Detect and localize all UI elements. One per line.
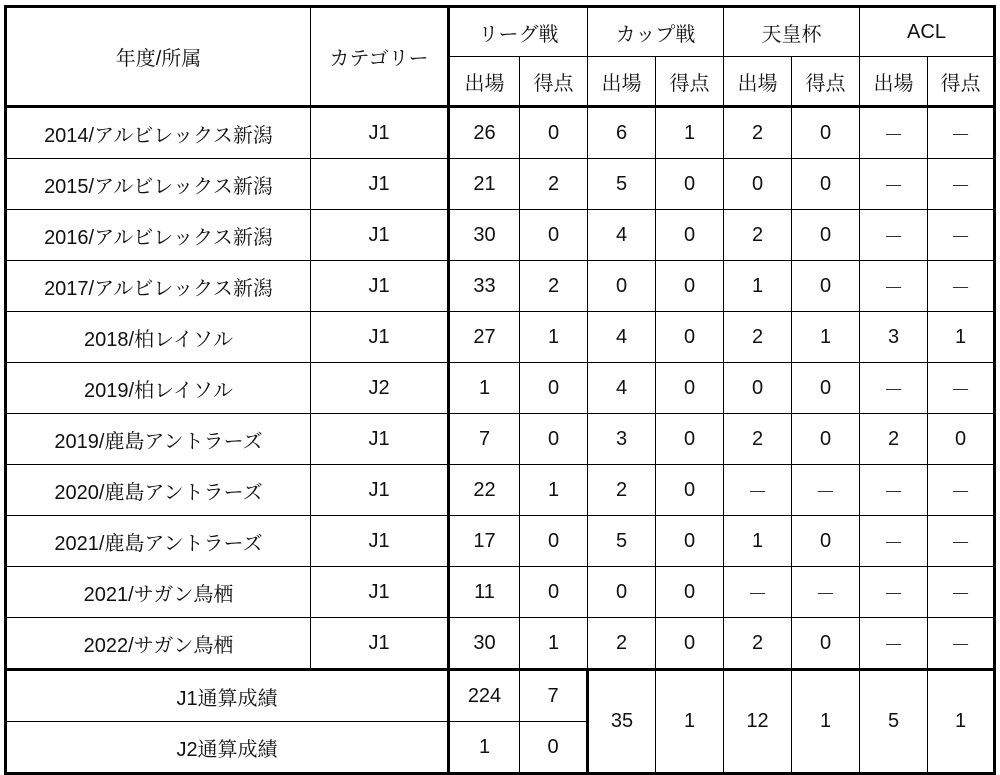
header-emperors-cup: 天皇杯 xyxy=(724,7,860,57)
cell-cup-apps: 5 xyxy=(588,159,656,210)
cell-acl-apps: － xyxy=(860,210,928,261)
cell-acl-goals: － xyxy=(928,465,995,516)
cell-league-apps: 30 xyxy=(449,210,520,261)
cell-emperors-goals: 1 xyxy=(792,312,860,363)
cell-cup-apps: 0 xyxy=(588,567,656,618)
cell-emperors-goals: 0 xyxy=(792,516,860,567)
cell-category: J1 xyxy=(311,210,449,261)
total-j1-league-apps: 224 xyxy=(449,670,520,722)
cell-emperors-apps: 2 xyxy=(724,210,792,261)
cell-category: J1 xyxy=(311,261,449,312)
cell-acl-apps: － xyxy=(860,465,928,516)
cell-emperors-goals: － xyxy=(792,567,860,618)
table-body xyxy=(6,107,995,670)
header-cup-goals: 得点 xyxy=(656,57,724,107)
cell-emperors-apps: － xyxy=(724,465,792,516)
cell-cup-goals: 1 xyxy=(656,107,724,159)
cell-cup-apps: 5 xyxy=(588,516,656,567)
cell-emperors-goals: 0 xyxy=(792,210,860,261)
cell-emperors-goals: 0 xyxy=(792,107,860,159)
header-league-goals: 得点 xyxy=(520,57,588,107)
cell-category: J1 xyxy=(311,414,449,465)
cell-year-team: 2021/鹿島アントラーズ xyxy=(6,516,311,567)
cell-league-goals: 0 xyxy=(520,516,588,567)
cell-league-apps: 26 xyxy=(449,107,520,159)
cell-acl-goals: 1 xyxy=(928,312,995,363)
table-row xyxy=(6,107,995,159)
cell-cup-apps: 2 xyxy=(588,465,656,516)
table-row xyxy=(6,363,995,414)
cell-league-goals: 1 xyxy=(520,312,588,363)
cell-league-goals: 1 xyxy=(520,465,588,516)
cell-cup-goals: 0 xyxy=(656,618,724,670)
cell-cup-goals: 0 xyxy=(656,567,724,618)
cell-acl-apps: － xyxy=(860,261,928,312)
total-cup-goals: 1 xyxy=(656,670,724,774)
cell-category: J1 xyxy=(311,618,449,670)
cell-year-team: 2020/鹿島アントラーズ xyxy=(6,465,311,516)
cell-cup-apps: 0 xyxy=(588,261,656,312)
cell-acl-goals: － xyxy=(928,210,995,261)
cell-acl-apps: 2 xyxy=(860,414,928,465)
cell-emperors-apps: 2 xyxy=(724,414,792,465)
table-row xyxy=(6,618,995,670)
table-row xyxy=(6,465,995,516)
cell-league-apps: 30 xyxy=(449,618,520,670)
cell-acl-goals: 0 xyxy=(928,414,995,465)
header-acl-goals: 得点 xyxy=(928,57,995,107)
cell-league-apps: 21 xyxy=(449,159,520,210)
total-emperors-goals: 1 xyxy=(792,670,860,774)
table-row xyxy=(6,159,995,210)
cell-category: J1 xyxy=(311,159,449,210)
cell-league-apps: 17 xyxy=(449,516,520,567)
cell-emperors-apps: 2 xyxy=(724,107,792,159)
cell-emperors-apps: 1 xyxy=(724,261,792,312)
table-row xyxy=(6,210,995,261)
total-acl-goals: 1 xyxy=(928,670,995,774)
cell-cup-goals: 0 xyxy=(656,210,724,261)
header-category: カテゴリー xyxy=(311,7,449,107)
cell-league-goals: 0 xyxy=(520,414,588,465)
cell-category: J1 xyxy=(311,465,449,516)
cell-cup-goals: 0 xyxy=(656,465,724,516)
cell-acl-goals: － xyxy=(928,261,995,312)
cell-acl-goals: － xyxy=(928,567,995,618)
table-row xyxy=(6,312,995,363)
cell-year-team: 2015/アルビレックス新潟 xyxy=(6,159,311,210)
header-league-apps: 出場 xyxy=(449,57,520,107)
header-year-team: 年度/所属 xyxy=(6,7,311,107)
cell-category: J1 xyxy=(311,567,449,618)
cell-category: J1 xyxy=(311,107,449,159)
header-league: リーグ戦 xyxy=(449,7,588,57)
header-acl: ACL xyxy=(860,7,995,57)
cell-cup-goals: 0 xyxy=(656,159,724,210)
cell-acl-apps: － xyxy=(860,107,928,159)
cell-emperors-apps: － xyxy=(724,567,792,618)
cell-cup-apps: 6 xyxy=(588,107,656,159)
total-j1-label: J1通算成績 xyxy=(6,670,449,722)
cell-year-team: 2021/サガン鳥栖 xyxy=(6,567,311,618)
cell-acl-apps: － xyxy=(860,363,928,414)
cell-cup-apps: 3 xyxy=(588,414,656,465)
cell-acl-apps: － xyxy=(860,516,928,567)
cell-emperors-apps: 1 xyxy=(724,516,792,567)
cell-league-goals: 1 xyxy=(520,618,588,670)
cell-emperors-goals: － xyxy=(792,465,860,516)
cell-league-goals: 2 xyxy=(520,261,588,312)
table-row xyxy=(6,516,995,567)
header-acl-apps: 出場 xyxy=(860,57,928,107)
cell-cup-goals: 0 xyxy=(656,363,724,414)
total-emperors-apps: 12 xyxy=(724,670,792,774)
header-cup: カップ戦 xyxy=(588,7,724,57)
cell-cup-goals: 0 xyxy=(656,414,724,465)
cell-league-goals: 0 xyxy=(520,363,588,414)
cell-category: J1 xyxy=(311,516,449,567)
cell-category: J2 xyxy=(311,363,449,414)
cell-league-goals: 0 xyxy=(520,107,588,159)
cell-year-team: 2019/柏レイソル xyxy=(6,363,311,414)
cell-emperors-apps: 0 xyxy=(724,159,792,210)
cell-emperors-apps: 0 xyxy=(724,363,792,414)
cell-emperors-goals: 0 xyxy=(792,414,860,465)
cell-year-team: 2018/柏レイソル xyxy=(6,312,311,363)
cell-league-goals: 0 xyxy=(520,210,588,261)
cell-acl-goals: － xyxy=(928,618,995,670)
cell-league-goals: 0 xyxy=(520,567,588,618)
cell-cup-apps: 4 xyxy=(588,312,656,363)
cell-league-apps: 27 xyxy=(449,312,520,363)
cell-emperors-apps: 2 xyxy=(724,312,792,363)
table-row xyxy=(6,261,995,312)
cell-year-team: 2022/サガン鳥栖 xyxy=(6,618,311,670)
cell-cup-goals: 0 xyxy=(656,312,724,363)
cell-acl-apps: － xyxy=(860,567,928,618)
cell-cup-apps: 4 xyxy=(588,363,656,414)
cell-category: J1 xyxy=(311,312,449,363)
cell-cup-apps: 2 xyxy=(588,618,656,670)
cell-league-apps: 22 xyxy=(449,465,520,516)
cell-acl-goals: － xyxy=(928,107,995,159)
total-row-j1 xyxy=(6,670,995,722)
cell-league-apps: 1 xyxy=(449,363,520,414)
cell-league-goals: 2 xyxy=(520,159,588,210)
cell-year-team: 2017/アルビレックス新潟 xyxy=(6,261,311,312)
cell-league-apps: 33 xyxy=(449,261,520,312)
total-j2-league-apps: 1 xyxy=(449,722,520,774)
table-row xyxy=(6,414,995,465)
header-row-groups xyxy=(6,7,995,57)
table-row xyxy=(6,567,995,618)
total-j2-league-goals: 0 xyxy=(520,722,588,774)
cell-cup-goals: 0 xyxy=(656,516,724,567)
stats-table-container xyxy=(4,5,996,775)
header-emperors-apps: 出場 xyxy=(724,57,792,107)
header-emperors-goals: 得点 xyxy=(792,57,860,107)
cell-emperors-goals: 0 xyxy=(792,618,860,670)
cell-year-team: 2019/鹿島アントラーズ xyxy=(6,414,311,465)
cell-acl-apps: 3 xyxy=(860,312,928,363)
cell-cup-goals: 0 xyxy=(656,261,724,312)
cell-acl-apps: － xyxy=(860,159,928,210)
cell-year-team: 2014/アルビレックス新潟 xyxy=(6,107,311,159)
cell-acl-goals: － xyxy=(928,516,995,567)
cell-acl-goals: － xyxy=(928,159,995,210)
total-acl-apps: 5 xyxy=(860,670,928,774)
cell-cup-apps: 4 xyxy=(588,210,656,261)
cell-year-team: 2016/アルビレックス新潟 xyxy=(6,210,311,261)
total-cup-apps: 35 xyxy=(588,670,656,774)
career-stats-table xyxy=(4,5,996,775)
cell-emperors-goals: 0 xyxy=(792,363,860,414)
cell-league-apps: 11 xyxy=(449,567,520,618)
cell-emperors-goals: 0 xyxy=(792,159,860,210)
cell-league-apps: 7 xyxy=(449,414,520,465)
cell-acl-goals: － xyxy=(928,363,995,414)
header-cup-apps: 出場 xyxy=(588,57,656,107)
total-j1-league-goals: 7 xyxy=(520,670,588,722)
cell-emperors-apps: 2 xyxy=(724,618,792,670)
cell-acl-apps: － xyxy=(860,618,928,670)
cell-emperors-goals: 0 xyxy=(792,261,860,312)
total-j2-label: J2通算成績 xyxy=(6,722,449,774)
